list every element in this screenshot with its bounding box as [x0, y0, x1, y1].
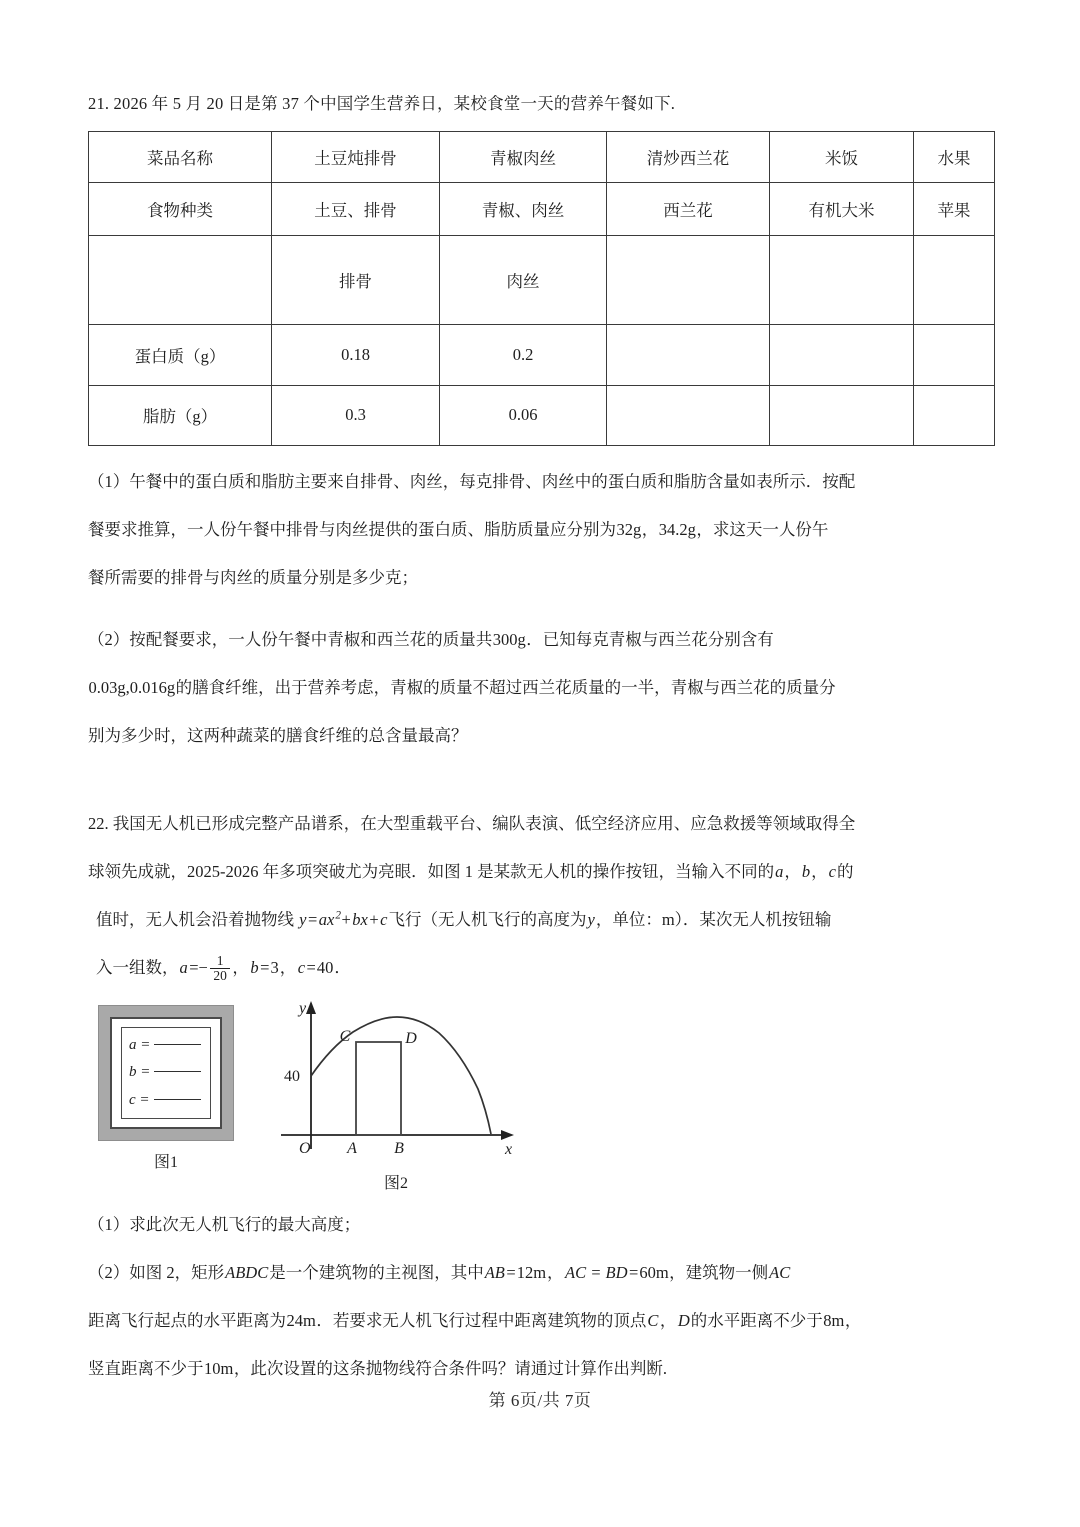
- question-22-stem-line2: 球领先成就，2025-2026 年多项突破尤为亮眼．如图 1 是某款无人机的操作按钮，当输入不同的a，b，c的: [88, 861, 854, 881]
- segment-ab: AB: [484, 1262, 505, 1282]
- cell-r4c4: [770, 385, 914, 445]
- q22-stem-line3-a: 值时，无人机会沿着抛物线: [96, 909, 294, 929]
- point-label-d: D: [405, 1029, 417, 1047]
- point-label-b: B: [394, 1139, 404, 1157]
- cell-r2c4: [770, 235, 914, 324]
- q22-part2-line1-b: 是一个建筑物的主视图，其中: [269, 1262, 484, 1282]
- fraction-numerator: 1: [216, 952, 224, 968]
- input-label-b: b =: [129, 1064, 151, 1081]
- cell-r1c4: 有机大米: [770, 182, 914, 235]
- q22-var-b: b: [801, 861, 811, 881]
- x-axis-arrow: [501, 1130, 514, 1140]
- cell-r0c5: 水果: [914, 131, 995, 182]
- cell-r3c2: 0.2: [440, 324, 607, 385]
- q22-part2-line2: 距离飞行起点的水平距离为24m．若要求无人机飞行过程中距离建筑物的顶点C，D的水平距离不少于8m，: [88, 1310, 862, 1330]
- question-22-stem-line1: 22. 我国无人机已形成完整产品谱系，在大型重载平台、编队表演、低空经济应用、应急救援等领域取得全: [88, 813, 856, 833]
- cell-r3c5: [914, 324, 995, 385]
- cell-r0c4: 米饭: [770, 131, 914, 182]
- vertex-d: D: [677, 1310, 690, 1330]
- q21-fat-value: 34.2g: [658, 519, 696, 539]
- control-panel-screen-bezel: [110, 1017, 222, 1129]
- q21-part1-line3: 餐所需要的排骨与肉丝的质量分别是多少克；: [88, 567, 418, 587]
- cell-r4c5: [914, 385, 995, 445]
- q22-part2-line3: [88, 1355, 988, 1379]
- q21-part2-line2-b: 的膳食纤维，出于营养考虑，青椒的质量不超过西兰花质量的一半，青椒与西兰花的质量分: [175, 677, 836, 697]
- page-content: [88, 96, 988, 1403]
- y-axis-arrow: [306, 1001, 316, 1014]
- cell-r1c3: 西兰花: [607, 182, 770, 235]
- q22-stem-line2-b: 的: [836, 861, 854, 881]
- cell-r1c2: 青椒、肉丝: [440, 182, 607, 235]
- input-label-c: c =: [129, 1091, 150, 1108]
- q22-coef-a-fraction: [210, 954, 230, 983]
- page-footer: 第 6页/共 7页: [488, 1391, 592, 1410]
- cell-r1c0: 食物种类: [89, 182, 272, 235]
- min-horizontal-distance-8m: 8m: [823, 1310, 845, 1330]
- parabola-diagram: [273, 997, 523, 1157]
- cell-r2c3: [607, 235, 770, 324]
- figure-2-caption: 图2: [383, 1174, 408, 1192]
- q22-coef-b-var: b: [250, 957, 259, 977]
- figure-1: [98, 1005, 238, 1172]
- q21-part2-line2: [88, 674, 988, 698]
- q21-part1-line2-b: ，求这天一人份午: [696, 519, 829, 539]
- q22-coef-c-value: 40: [316, 957, 334, 977]
- control-panel-outer-frame: [98, 1005, 234, 1141]
- q21-part2-line1-a: （2）按配餐要求，一人份午餐中青椒和西兰花的质量共: [88, 629, 493, 649]
- question-22-stem-line4: 入一组数，a=− $\frac{1}{20}$ ，b=3，c=40．: [96, 952, 351, 983]
- input-label-a: a =: [129, 1037, 151, 1054]
- cell-r4c1: 0.3: [272, 385, 440, 445]
- cell-r2c2: 肉丝: [440, 235, 607, 324]
- q21-protein-value: 32g: [616, 519, 642, 539]
- nutrition-table: [88, 131, 995, 446]
- cell-r2c1: 排骨: [272, 235, 440, 324]
- question-21-stem: 21. 2026 年 5 月 20 日是第 37 个中国学生营养日，某校食堂一天的营养午餐如下.: [88, 94, 676, 113]
- cell-r3c4: [770, 324, 914, 385]
- question-22-stem-line3: [88, 906, 988, 930]
- y-axis-label: y: [299, 999, 307, 1017]
- q22-part2-line3-a: 竖直距离不少于: [88, 1358, 204, 1378]
- rect-label-abdc: ABDC: [225, 1262, 269, 1282]
- table-row: [89, 324, 995, 385]
- q22-stem-line2-a: 球领先成就，2025-2026 年多项突破尤为亮眼．如图 1 是某款无人机的操作按钮，当输入不同的: [88, 861, 775, 881]
- table-row: [89, 235, 995, 324]
- point-label-c: C: [339, 1027, 351, 1045]
- input-blank-line-c: [154, 1099, 201, 1100]
- input-row-a[interactable]: [129, 1037, 204, 1054]
- q22-part2-line1: （2）如图 2，矩形ABDC是一个建筑物的主视图，其中AB=12m，AC = BD=60m，建筑物一侧AC: [88, 1262, 791, 1282]
- q22-coef-a-var: a: [179, 957, 188, 977]
- cell-r0c3: 清炒西兰花: [607, 131, 770, 182]
- control-panel-input-box: [121, 1027, 211, 1119]
- input-row-b[interactable]: [129, 1064, 204, 1081]
- min-vertical-distance-10m: 10m: [204, 1358, 234, 1378]
- point-label-a: A: [347, 1139, 357, 1157]
- q21-part1-line2: [88, 516, 988, 540]
- input-blank-line-b: [154, 1071, 201, 1072]
- fraction-denominator: 20: [210, 968, 230, 983]
- horizontal-distance-24m: 24m: [286, 1310, 316, 1330]
- cell-r1c5: 苹果: [914, 182, 995, 235]
- segment-ab-value: 12m: [516, 1262, 547, 1282]
- q22-var-y: y: [587, 909, 595, 929]
- q22-part2-line1-a: （2）如图 2，矩形: [88, 1262, 225, 1282]
- q22-part2-line1-c: ，建筑物一侧: [669, 1262, 769, 1282]
- input-blank-line-a: [154, 1044, 201, 1045]
- cell-r0c2: 青椒肉丝: [440, 131, 607, 182]
- q21-part2-line1-b: ．已知每克青椒与西兰花分别含有: [526, 629, 774, 649]
- q22-parabola-equation: $y=ax^2+bx+c$: [299, 909, 388, 929]
- q22-var-c: c: [828, 861, 836, 881]
- cell-r2c5: [914, 235, 995, 324]
- q22-stem-line3-c: ，单位：m）．某次无人机按钮输: [595, 909, 832, 929]
- origin-label: O: [299, 1139, 311, 1157]
- vertex-c: C: [647, 1310, 659, 1330]
- table-row: [89, 385, 995, 445]
- q21-part2-line1: [88, 626, 988, 650]
- cell-r4c2: 0.06: [440, 385, 607, 445]
- table-row: [89, 131, 995, 182]
- q22-part2-line2-b: ．若要求无人机飞行过程中距离建筑物的顶点: [316, 1310, 647, 1330]
- q22-stem-line3-b: 飞行（无人机飞行的高度为: [388, 909, 587, 929]
- q22-var-a: a: [775, 861, 784, 881]
- building-rectangle: [356, 1042, 401, 1135]
- cell-r4c0: 脂肪（g）: [89, 385, 272, 445]
- q22-coef-b-value: 3: [270, 957, 279, 977]
- q22-part2-line2-e: 的水平距离不少于: [690, 1310, 823, 1330]
- cell-r3c1: 0.18: [272, 324, 440, 385]
- q22-part1: （1）求此次无人机飞行的最大高度；: [88, 1214, 361, 1234]
- q22-part2-line2-f: ，: [844, 1310, 862, 1330]
- q22-coef-c-var: c: [297, 957, 306, 977]
- figures-area: [88, 997, 988, 1197]
- cell-r3c3: [607, 324, 770, 385]
- q21-part1-line2-a: 餐要求推算，一人份午餐中排骨与肉丝提供的蛋白质、脂肪质量应分别为: [88, 519, 616, 539]
- segment-ac: AC: [769, 1262, 791, 1282]
- cell-r0c1: 土豆炖排骨: [272, 131, 440, 182]
- q21-part2-line3: 别为多少时，这两种蔬菜的膳食纤维的总含量最高？: [88, 725, 468, 745]
- y-tick-label-40: 40: [284, 1067, 300, 1085]
- cell-r4c3: [607, 385, 770, 445]
- cell-r3c0: 蛋白质（g）: [89, 324, 272, 385]
- x-axis-label: x: [505, 1140, 513, 1157]
- figure-2: [273, 997, 523, 1193]
- q21-fiber-values: 0.03g,0.016g: [88, 677, 176, 697]
- q22-part2-line3-b: ，此次设置的这条抛物线符合条件吗？请通过计算作出判断.: [233, 1358, 667, 1378]
- segment-ac-bd: AC = BD: [565, 1262, 628, 1282]
- table-row: [89, 182, 995, 235]
- q22-part2-line2-a: 距离飞行起点的水平距离为: [88, 1310, 286, 1330]
- q21-part1-line1: （1）午餐中的蛋白质和脂肪主要来自排骨、肉丝，每克排骨、肉丝中的蛋白质和脂肪含量如表所示．按配: [88, 471, 856, 491]
- q21-veg-total-mass: 300g: [492, 629, 526, 649]
- cell-r1c1: 土豆、排骨: [272, 182, 440, 235]
- cell-r0c0: 菜品名称: [89, 131, 272, 182]
- input-row-c[interactable]: [129, 1092, 204, 1109]
- q21-part1-sep: ，: [641, 519, 659, 539]
- figure-1-caption: 图1: [153, 1153, 178, 1171]
- segment-ac-bd-value: 60m: [639, 1262, 669, 1282]
- q22-stem-line4-a: 入一组数，: [96, 957, 179, 977]
- cell-r2c0: [89, 235, 272, 324]
